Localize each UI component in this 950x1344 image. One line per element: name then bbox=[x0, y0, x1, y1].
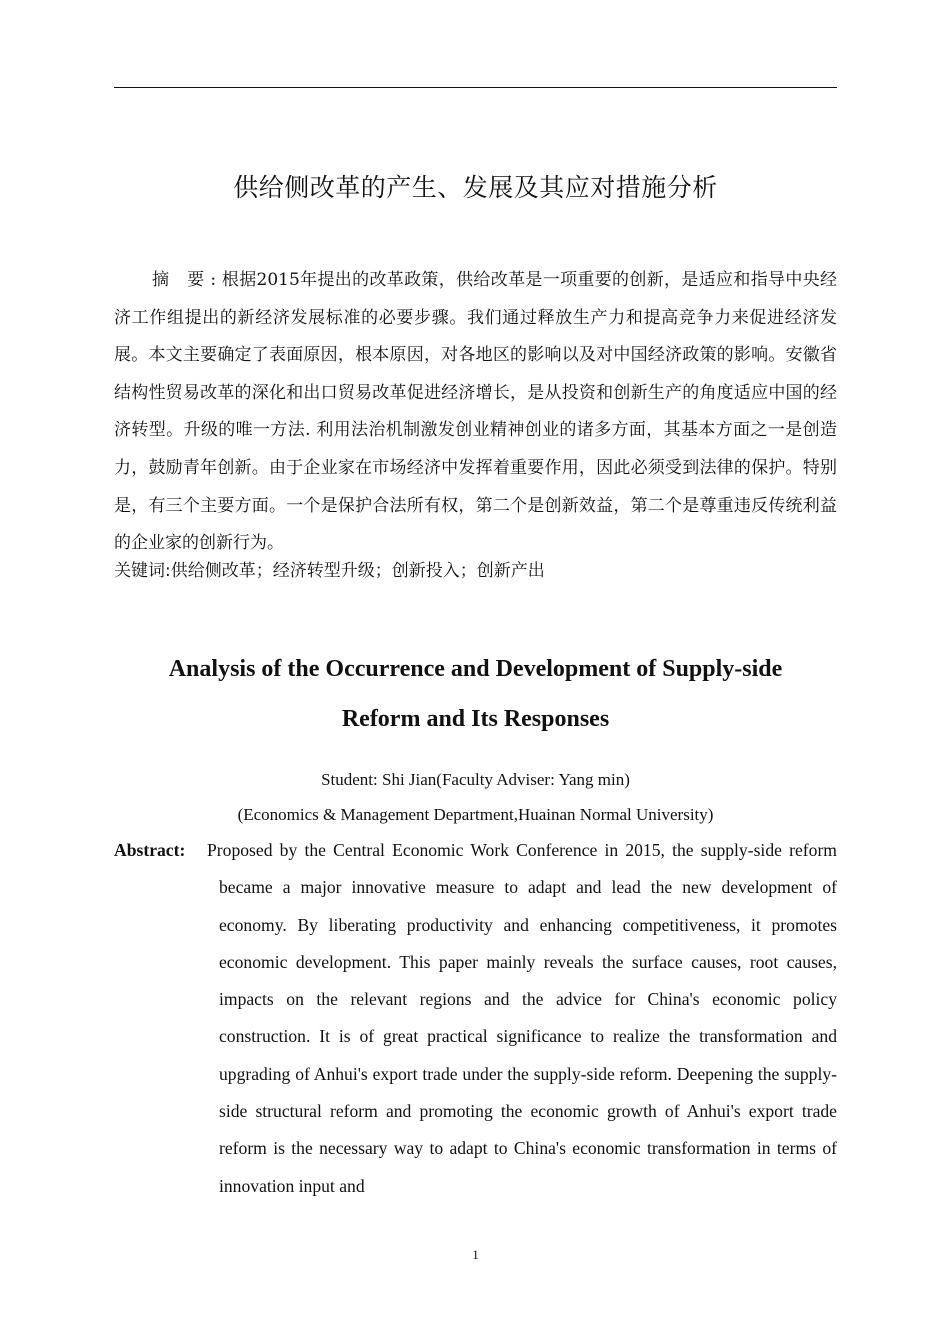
chinese-keywords-text: 供给侧改革；经济转型升级；创新投入；创新产出 bbox=[170, 561, 545, 581]
english-title-line-1: Analysis of the Occurrence and Development of Supply-side bbox=[168, 656, 783, 682]
chinese-title: 供给侧改革的产生、发展及其应对措施分析 bbox=[233, 173, 718, 202]
english-title-line-2: Reform and Its Responses bbox=[341, 706, 610, 732]
english-abstract bbox=[114, 832, 837, 1205]
affiliation-line: (Economics & Management Department,Huainan Normal University) bbox=[237, 805, 714, 824]
english-abstract-label: Abstract: bbox=[114, 840, 186, 860]
chinese-abstract-label: 摘 要 bbox=[152, 270, 211, 290]
chinese-abstract-text: 根据2015年提出的改革政策，供给改革是一项重要的创新，是适应和指导中央经济工作组提出的新经济发展标准的必要步骤。我们通过释放生产力和提高竞争力来促进经济发展。本文主要确定了表面原因，根本原因，对各地区的影响以及对中国经济政策的影响。安徽省结构性贸易改革的深化和出口贸易改革促进经济增长，是从投资和创新生产的角度适应中国的经济转型。升级的唯一方法. 利用法治机制激发创业精神创业的诸多方面，其基本方面之一是创造力，鼓励青年创新。由于企业家在市场经济中发挥着重要作用，因此必须受到法律的保护。特别是，有三个主要方面。一个是保护合法所有权，第二个是创新效益，第二个是尊重违反传统利益的企业家的创新行为。 bbox=[114, 270, 838, 554]
student-line: Student: Shi Jian(Faculty Adviser: Yang min) bbox=[321, 770, 630, 789]
english-title bbox=[114, 644, 837, 744]
author-block bbox=[114, 762, 837, 832]
chinese-keywords bbox=[114, 554, 837, 588]
page-number: 1 bbox=[472, 1247, 479, 1262]
header-rule bbox=[114, 87, 837, 88]
chinese-abstract-separator: : bbox=[210, 270, 217, 290]
chinese-keywords-label: 关键词: bbox=[114, 561, 171, 581]
chinese-abstract bbox=[114, 262, 837, 563]
english-abstract-text: Proposed by the Central Economic Work Conference in 2015, the supply-side reform became a major innovative measure to adapt and lead the new development of economy. By liberating productivity and enhancing competitiveness, it promotes economic development. This paper mainly reveals the surface causes, root causes, impacts on the relevant regions and the advice for China's economic policy construction. It is of great practical significance to realize the transformation and upgrading of Anhui's export trade under the supply-side reform. Deepening the supply-side structural reform and promoting the economic growth of Anhui's export trade reform is the necessary way to adapt to China's economic transformation in terms of innovation input and bbox=[207, 840, 837, 1196]
